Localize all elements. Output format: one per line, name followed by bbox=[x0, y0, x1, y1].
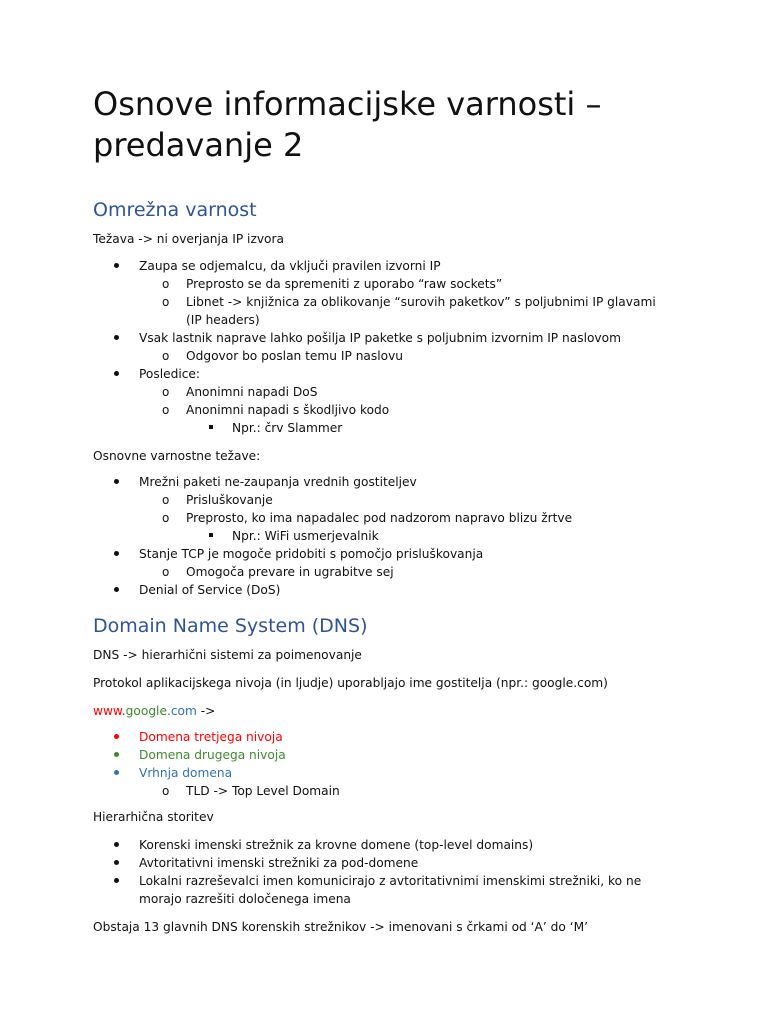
paragraph-url-example bbox=[93, 702, 215, 720]
bullet-dot-icon bbox=[114, 728, 119, 746]
paragraph-hierarchical-service: Hierarhična storitev bbox=[93, 810, 214, 824]
list-item: Mrežni paketi ne-zaupanja vrednih gostiteljev bbox=[93, 473, 673, 491]
bullet-circle-icon: o bbox=[162, 277, 170, 291]
list-item: o Libnet -> knjižnica za oblikovanje “surovih paketkov” s poljubnimi IP glavami (IP headers) bbox=[162, 295, 656, 327]
paragraph-root-servers: Obstaja 13 glavnih DNS korenskih strežnikov -> imenovani s črkami od ‘A’ do ‘M’ bbox=[93, 920, 588, 934]
bullet-dot-icon bbox=[114, 365, 119, 383]
url-www: www. bbox=[93, 704, 126, 718]
list-item: Domena tretjega nivoja bbox=[93, 728, 673, 746]
bullet-dot-icon bbox=[114, 473, 119, 491]
list-item: Npr.: WiFi usmerjevalnik bbox=[93, 527, 673, 545]
list-item: Avtoritativni imenski strežniki za pod-domene bbox=[93, 854, 673, 872]
list-item: o Prisluškovanje bbox=[162, 493, 273, 507]
bullet-circle-icon: o bbox=[162, 385, 170, 399]
bullet-circle-icon: o bbox=[162, 349, 170, 363]
list-item: Zaupa se odjemalcu, da vključi pravilen izvorni IP bbox=[93, 257, 673, 275]
paragraph-intro: Težava -> ni overjanja IP izvora bbox=[93, 232, 284, 246]
list-item: o Preprosto, ko ima napadalec pod nadzorom napravo blizu žrtve bbox=[162, 511, 573, 525]
url-com: .com bbox=[166, 704, 197, 718]
list-item: o Anonimni napadi DoS bbox=[162, 385, 318, 399]
document-title: Osnove informacijske varnosti – predavanje 2 bbox=[93, 85, 602, 164]
bullet-dot-icon bbox=[114, 746, 119, 764]
bullet-dot-icon bbox=[114, 764, 119, 782]
bullet-circle-icon: o bbox=[162, 403, 170, 417]
bullet-list-basic-issues bbox=[93, 473, 673, 599]
list-item: Vsak lastnik naprave lahko pošilja IP paketke s poljubnim izvornim IP naslovom bbox=[93, 329, 673, 347]
list-item: Npr.: črv Slammer bbox=[93, 419, 673, 437]
list-item: o Odgovor bo poslan temu IP naslovu bbox=[162, 349, 404, 363]
url-google: google bbox=[125, 704, 167, 718]
paragraph-protocol: Protokol aplikacijskega nivoja (in ljudje) uporabljajo ime gostitelja (npr.: google.com) bbox=[93, 676, 608, 690]
list-item: Stanje TCP je mogoče pridobiti s pomočjo prisluškovanja bbox=[93, 545, 673, 563]
list-item: Korenski imenski strežnik za krovne domene (top-level domains) bbox=[93, 836, 673, 854]
bullet-list-ip-spoofing bbox=[93, 257, 673, 437]
bullet-circle-icon: o bbox=[162, 493, 170, 507]
list-item: o Omogoča prevare in ugrabitve sej bbox=[162, 565, 394, 579]
bullet-dot-icon bbox=[114, 329, 119, 347]
bullet-list-name-servers bbox=[93, 836, 673, 908]
bullet-dot-icon bbox=[114, 257, 119, 275]
list-item: Posledice: bbox=[93, 365, 673, 383]
bullet-circle-icon: o bbox=[162, 784, 170, 798]
bullet-square-icon bbox=[209, 419, 213, 437]
bullet-circle-icon: o bbox=[162, 565, 170, 579]
bullet-square-icon bbox=[209, 527, 213, 545]
section-heading-network-security: Omrežna varnost bbox=[93, 199, 257, 221]
bullet-dot-icon bbox=[114, 836, 119, 854]
list-item: o Preprosto se da spremeniti z uporabo “raw sockets” bbox=[162, 277, 503, 291]
bullet-dot-icon bbox=[114, 854, 119, 872]
list-item: o TLD -> Top Level Domain bbox=[162, 784, 340, 798]
bullet-circle-icon: o bbox=[162, 295, 170, 309]
list-item: Domena drugega nivoja bbox=[93, 746, 673, 764]
bullet-dot-icon bbox=[114, 872, 119, 890]
paragraph-basic-issues: Osnovne varnostne težave: bbox=[93, 449, 261, 463]
bullet-list-domain-levels bbox=[93, 728, 673, 800]
list-item: Denial of Service (DoS) bbox=[93, 581, 673, 599]
bullet-dot-icon bbox=[114, 581, 119, 599]
list-item: Lokalni razreševalci imen komunicirajo z avtoritativnimi imenskimi strežniki, ko ne morajo razrešiti določenega imena bbox=[93, 872, 673, 908]
section-heading-dns: Domain Name System (DNS) bbox=[93, 615, 368, 637]
list-item: o Anonimni napadi s škodljivo kodo bbox=[162, 403, 390, 417]
list-item: Vrhnja domena bbox=[93, 764, 673, 782]
paragraph-dns-intro: DNS -> hierarhični sistemi za poimenovanje bbox=[93, 648, 362, 662]
bullet-dot-icon bbox=[114, 545, 119, 563]
bullet-circle-icon: o bbox=[162, 511, 170, 525]
url-arrow: -> bbox=[196, 704, 216, 718]
